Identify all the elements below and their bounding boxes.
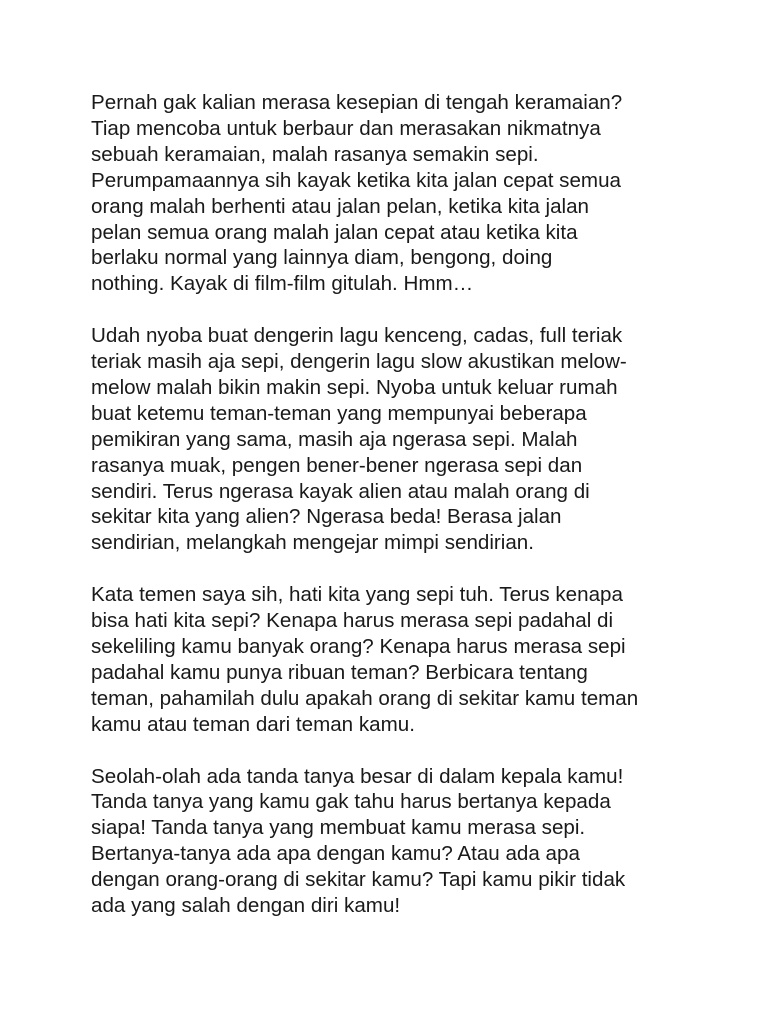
- text-line: ada yang salah dengan diri kamu!: [91, 894, 401, 918]
- text-line: Udah nyoba buat dengerin lagu kenceng, cadas, full teriak: [91, 324, 623, 348]
- document-body: [91, 90, 691, 945]
- text-line: orang malah berhenti atau jalan pelan, ketika kita jalan: [91, 194, 590, 218]
- text-line: melow malah bikin makin sepi. Nyoba untuk keluar rumah: [91, 375, 618, 399]
- text-line: dengan orang-orang di sekitar kamu? Tapi kamu pikir tidak: [91, 868, 626, 892]
- text-line: Seolah-olah ada tanda tanya besar di dalam kepala kamu!: [91, 764, 624, 788]
- text-line: sekitar kita yang alien? Ngerasa beda! Berasa jalan: [91, 505, 562, 529]
- text-line: pelan semua orang malah jalan cepat atau ketika kita: [91, 220, 578, 244]
- text-line: Kata temen saya sih, hati kita yang sepi tuh. Terus kenapa: [91, 583, 623, 607]
- text-line: nothing. Kayak di film-film gitulah. Hmm…: [91, 272, 474, 296]
- text-line: Tanda tanya yang kamu gak tahu harus bertanya kepada: [91, 790, 611, 814]
- text-line: sekeliling kamu banyak orang? Kenapa harus merasa sepi: [91, 635, 626, 658]
- paragraph-1: [91, 90, 691, 297]
- text-line: siapa! Tanda tanya yang membuat kamu merasa sepi.: [91, 816, 586, 840]
- text-line: sendirian, melangkah mengejar mimpi sendirian.: [91, 531, 534, 555]
- text-line: padahal kamu punya ribuan teman? Berbicara tentang: [91, 660, 588, 684]
- text-line: Perumpamaannya sih kayak ketika kita jalan cepat semua: [91, 168, 621, 192]
- text-line: sebuah keramaian, malah rasanya semakin sepi.: [91, 142, 539, 166]
- text-line: Tiap mencoba untuk berbaur dan merasakan nikmatnya: [91, 116, 601, 140]
- text-line: berlaku normal yang lainnya diam, bengong, doing: [91, 246, 553, 270]
- text-line: teriak masih aja sepi, dengerin lagu slow akustikan melow-: [91, 350, 627, 374]
- text-line: pemikiran yang sama, masih aja ngerasa sepi. Malah: [91, 427, 578, 451]
- paragraph-3: [91, 582, 691, 737]
- text-line: Pernah gak kalian merasa kesepian di tengah keramaian?: [91, 91, 623, 114]
- text-line: buat ketemu teman-teman yang mempunyai beberapa: [91, 401, 587, 425]
- text-line: sendiri. Terus ngerasa kayak alien atau malah orang di: [91, 479, 590, 503]
- text-line: rasanya muak, pengen bener-bener ngerasa sepi dan: [91, 453, 583, 477]
- paragraph-4: [91, 764, 691, 919]
- text-line: teman, pahamilah dulu apakah orang di sekitar kamu teman: [91, 686, 639, 710]
- text-line: Bertanya-tanya ada apa dengan kamu? Atau ada apa: [91, 842, 580, 866]
- text-line: bisa hati kita sepi? Kenapa harus merasa sepi padahal di: [91, 609, 614, 633]
- paragraph-2: [91, 323, 691, 556]
- text-line: kamu atau teman dari teman kamu.: [91, 712, 415, 736]
